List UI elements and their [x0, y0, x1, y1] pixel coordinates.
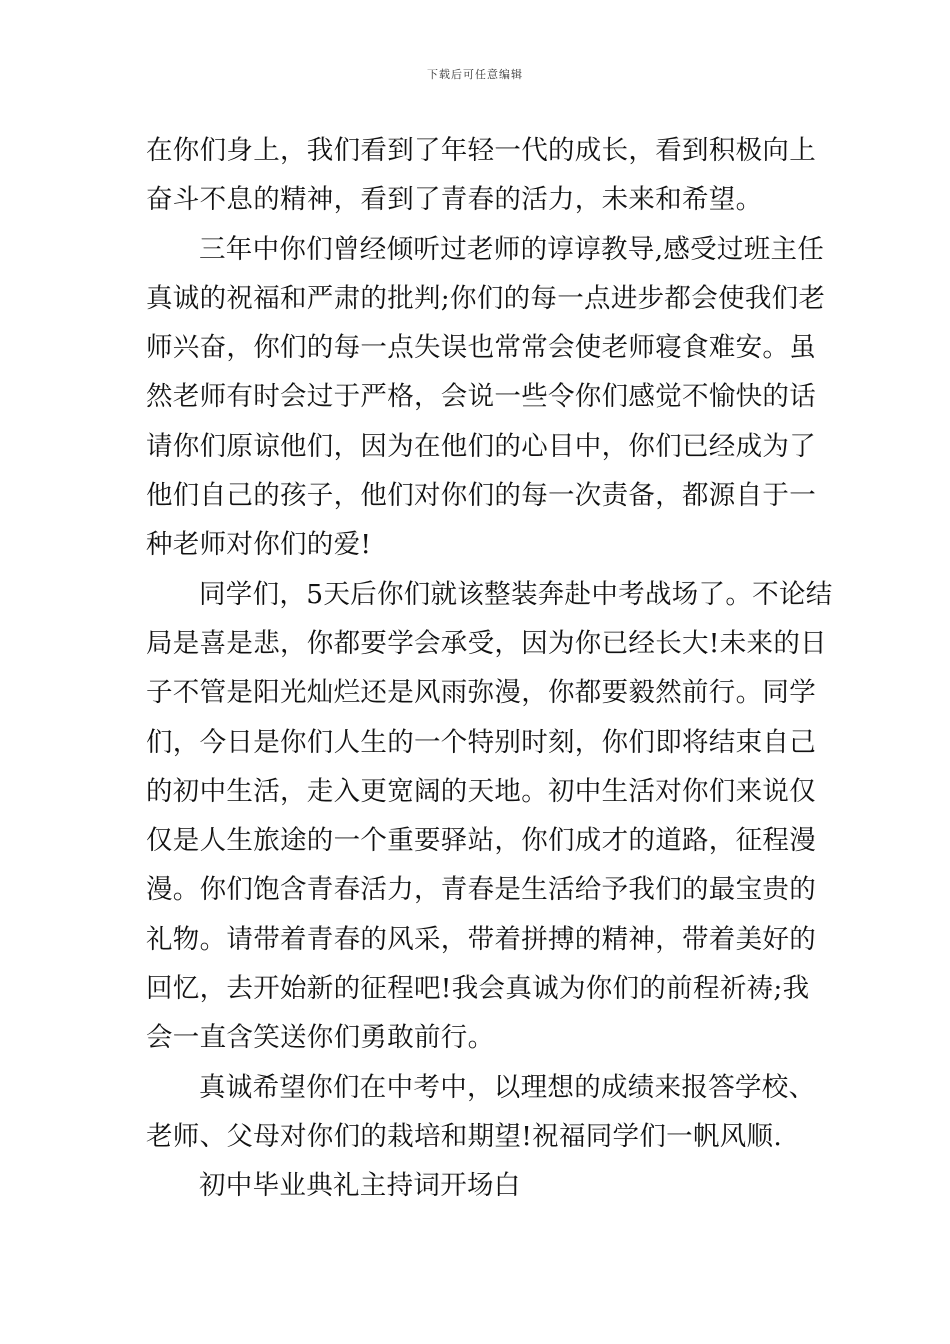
- paragraph-line: 三年中你们曾经倾听过老师的谆谆教导,感受过班主任: [199, 233, 825, 265]
- paragraph-line: 请你们原谅他们，因为在他们的心目中，你们已经成为了: [146, 430, 816, 462]
- paragraph-line: 会一直含笑送你们勇敢前行。: [146, 1022, 495, 1054]
- paragraph-line: 真诚的祝福和严肃的批判;你们的每一点进步都会使我们老: [146, 282, 826, 314]
- paragraph-line: 仅是人生旅途的一个重要驿站，你们成才的道路，征程漫: [146, 825, 816, 857]
- page-header: 下载后可任意编辑: [427, 68, 523, 81]
- paragraph-line: 的初中生活，走入更宽阔的天地。初中生活对你们来说仅: [146, 775, 816, 807]
- paragraph-line: 礼物。请带着青春的风采，带着拼搏的精神，带着美好的: [146, 923, 816, 955]
- paragraph-line: 他们自己的孩子，他们对你们的每一次责备，都源自于一: [146, 480, 816, 512]
- paragraph-line: 老师、父母对你们的栽培和期望!祝福同学们一帆风顺.: [146, 1120, 783, 1152]
- paragraph-line: 在你们身上，我们看到了年轻一代的成长，看到积极向上: [146, 135, 816, 166]
- paragraph-line: 奋斗不息的精神，看到了青春的活力，未来和希望。: [146, 184, 763, 216]
- paragraph-4: [146, 1063, 816, 1162]
- paragraph-line: 子不管是阳光灿烂还是风雨弥漫，你都要毅然前行。同学: [146, 677, 816, 709]
- paragraph-line: 种老师对你们的爱!: [146, 529, 372, 561]
- paragraph-2: [146, 225, 826, 570]
- paragraph-line: 们，今日是你们人生的一个特别时刻，你们即将结束自己: [146, 726, 816, 758]
- paragraph-line: 师兴奋，你们的每一点失误也常常会使老师寝食难安。虽: [146, 332, 816, 364]
- paragraph-5: [146, 1161, 808, 1210]
- paragraph-line: 回忆，去开始新的征程吧!我会真诚为你们的前程祈祷;我: [146, 973, 810, 1005]
- paragraph-line: 漫。你们饱含青春活力，青春是生活给予我们的最宝贵的: [146, 874, 816, 906]
- paragraph-line: 局是喜是悲，你都要学会承受，因为你已经长大!未来的日: [146, 627, 827, 659]
- document-body: [146, 126, 833, 1211]
- paragraph-line: 初中毕业典礼主持词开场白: [199, 1170, 521, 1202]
- paragraph-line: 同学们，5天后你们就该整装奔赴中考战场了。不论结: [199, 578, 833, 610]
- paragraph-line: 然老师有时会过于严格，会说一些令你们感觉不愉快的话: [146, 381, 816, 413]
- paragraph-line: 真诚希望你们在中考中，以理想的成绩来报答学校、: [199, 1071, 816, 1103]
- paragraph-1: [146, 126, 816, 225]
- paragraph-3: [146, 570, 833, 1063]
